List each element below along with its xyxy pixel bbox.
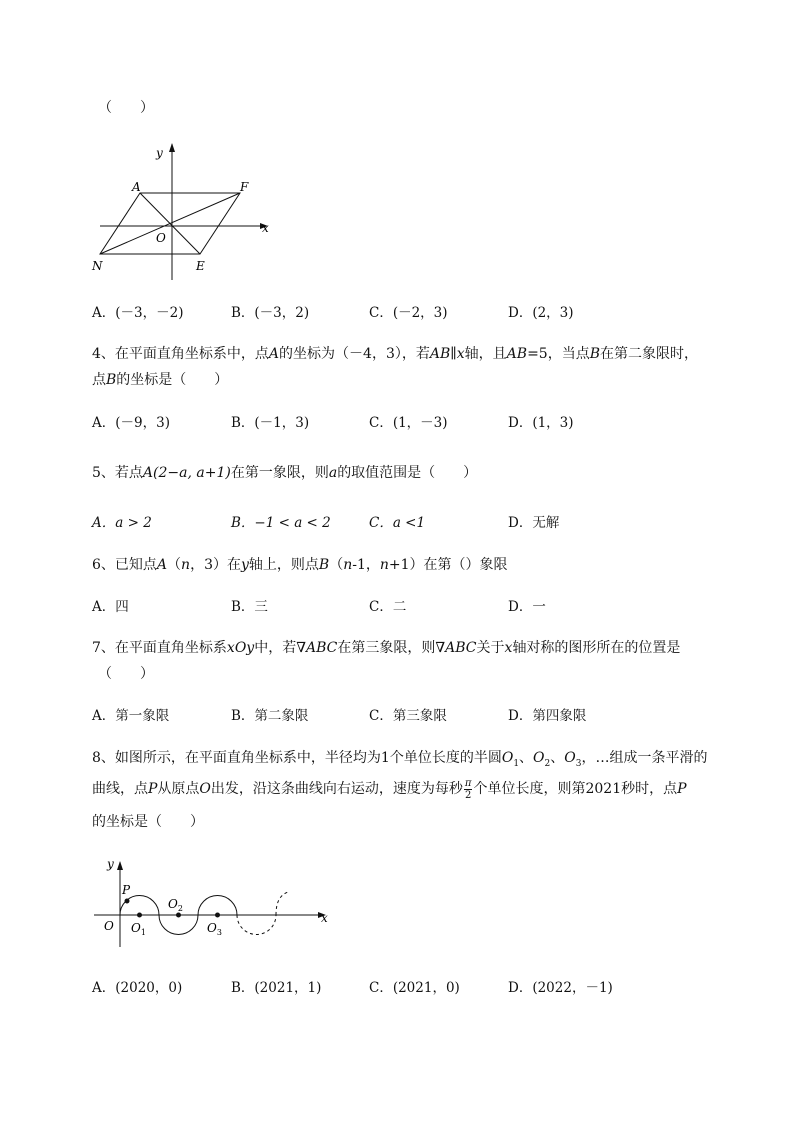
q8-stem-line3: 的坐标是（ ） [92,814,204,830]
q5-option-a: A．a > 2 [92,515,152,531]
q5-option-c: C．a <1 [369,515,426,531]
q8-label-y: y [107,857,114,871]
q8-fraction: $\frac{\pi}{2}$ [464,777,472,801]
q8-dashed-upper [276,892,288,915]
q8-label-x: x [321,911,328,925]
q3-label-f: F [240,180,249,194]
q4-stem-line2: 点B的坐标是（ ） [92,372,229,388]
q3-label-e: E [196,259,205,273]
q6-option-c: C．二 [369,599,407,615]
q3-option-b: B．(－3，2) [231,305,310,321]
q5-option-d: D．无解 [508,515,560,531]
q7-option-c: C．第三象限 [369,708,447,724]
q4-option-b: B．(－1，3) [231,415,310,431]
q8-option-a: A．(2020，0) [92,980,183,996]
q4-option-c: C．(1，－3) [369,415,448,431]
q3-y-arrow [169,143,175,152]
q8-label-o3: $O_3$ [207,921,222,937]
q4-option-a: A．(－9，3) [92,415,170,431]
q6-option-d: D．一 [508,599,546,615]
q7-option-b: B．第二象限 [231,708,309,724]
q3-paren: （ ） [98,100,154,116]
q3-label-n: N [92,259,103,273]
q4-stem-line1: 4、在平面直角坐标系中，点A的坐标为（－4，3），若AB∥x轴，且AB=5，当点B在第二象限时， [92,346,698,362]
q8-label-o1: $O_1$ [131,921,146,937]
q3-option-a: A．(－3，－2) [92,305,184,321]
q8-label-p: P [122,883,131,897]
q7-stem-line1: 7、在平面直角坐标系xOy中，若∇ABC在第三象限，则∇ABC关于x轴对称的图形所在的位置是 [92,640,681,656]
q7-option-a: A．第一象限 [92,708,170,724]
q3-diagonal-fn [100,193,240,254]
q8-point-p [125,899,130,904]
q8-option-c: C．(2021，0) [369,980,460,996]
q8-stem-line2: 曲线，点P从原点O出发，沿这条曲线向右运动，速度为每秒 $\frac{\pi}{2}$ 个单位长度，则第2021秒时，点P [92,777,687,801]
q8-figure [90,852,340,952]
q8-option-d: D．(2022，－1) [508,980,613,996]
q3-option-d: D．(2，3) [508,305,574,321]
q5-option-b: B．−1 < a < 2 [231,515,331,531]
q8-point-o1 [137,913,142,918]
q3-label-y: y [156,146,163,160]
q3-label-o: O [156,231,166,245]
q8-option-b: B．(2021，1) [231,980,322,996]
q8-point-o2 [176,913,181,918]
q3-option-c: C．(－2，3) [369,305,448,321]
q8-y-arrow [117,861,123,870]
q6-stem: 6、已知点A（n，3）在y轴上，则点B（n-1，n+1）在第（）象限 [92,557,508,573]
q8-stem-line1: 8、如图所示，在平面直角坐标系中，半径均为1个单位长度的半圆$O_1$、$O_2$、$O_3$，…组成一条平滑的 [92,750,708,769]
q6-option-b: B．三 [231,599,268,615]
q7-option-d: D．第四象限 [508,708,587,724]
q3-figure [88,140,278,280]
q4-option-d: D．(1，3) [508,415,574,431]
q8-point-o3 [215,913,220,918]
q6-option-a: A．四 [92,599,129,615]
q3-label-x: x [262,221,269,235]
q3-label-a: A [132,180,141,194]
q8-label-o: O [104,919,114,933]
q7-stem-line2: （ ） [98,666,154,682]
q8-label-o2: $O_2$ [168,897,183,913]
q8-dashed-lower [237,915,276,935]
q5-stem: 5、若点A(2−a, a+1)在第一象限，则a的取值范围是（ ） [92,465,478,481]
